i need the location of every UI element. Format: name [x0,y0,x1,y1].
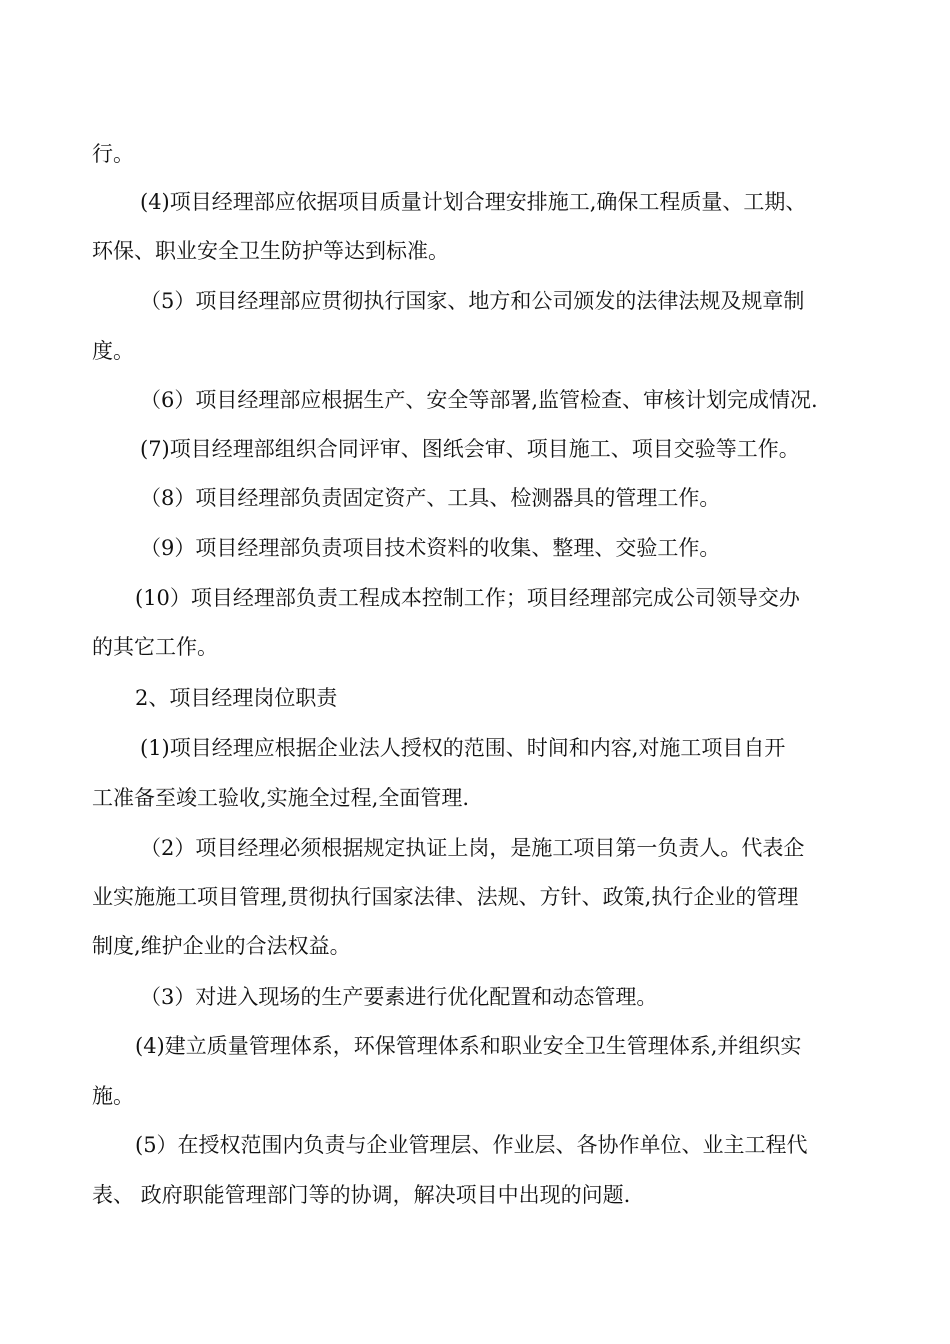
text-line: 度。 [92,339,134,363]
text-line: （8）项目经理部负责固定资产、工具、检测器具的管理工作。 [140,486,721,510]
text-line: (7)项目经理部组织合同评审、图纸会审、项目施工、项目交验等工作。 [140,437,800,461]
text-line: (10）项目经理部负责工程成本控制工作；项目经理部完成公司领导交办 [135,586,800,610]
text-line: 制度,维护企业的合法权益。 [92,934,351,958]
text-line: 工准备至竣工验收,实施全过程,全面管理. [92,786,470,810]
text-line: 的其它工作。 [92,635,218,659]
text-line: （6）项目经理部应根据生产、安全等部署,监管检查、审核计划完成情况. [140,388,818,412]
text-line: (5）在授权范围内负责与企业管理层、作业层、各协作单位、业主工程代 [135,1133,808,1157]
section-heading: 2、项目经理岗位职责 [135,686,338,710]
text-line: (1)项目经理应根据企业法人授权的范围、时间和内容,对施工项目自开 [140,736,786,760]
text-line: 业实施施工项目管理,贯彻执行国家法律、法规、方针、政策,执行企业的管理 [92,885,799,909]
text-line: 施。 [92,1084,134,1108]
text-line: 环保、职业安全卫生防护等达到标准。 [92,239,449,263]
text-line: （5）项目经理部应贯彻执行国家、地方和公司颁发的法律法规及规章制 [140,289,805,313]
text-line: (4)建立质量管理体系，环保管理体系和职业安全卫生管理体系,并组织实 [135,1034,802,1058]
text-line: （3）对进入现场的生产要素进行优化配置和动态管理。 [140,985,658,1009]
text-line: （2）项目经理必须根据规定执证上岗，是施工项目第一负责人。代表企 [140,836,805,860]
text-line: (4)项目经理部应依据项目质量计划合理安排施工,确保工程质量、工期、 [140,190,807,214]
text-line: 表、 政府职能管理部门等的协调，解决项目中出现的问题. [92,1183,631,1207]
text-line: （9）项目经理部负责项目技术资料的收集、整理、交验工作。 [140,536,721,560]
text-line: 行。 [92,142,134,166]
